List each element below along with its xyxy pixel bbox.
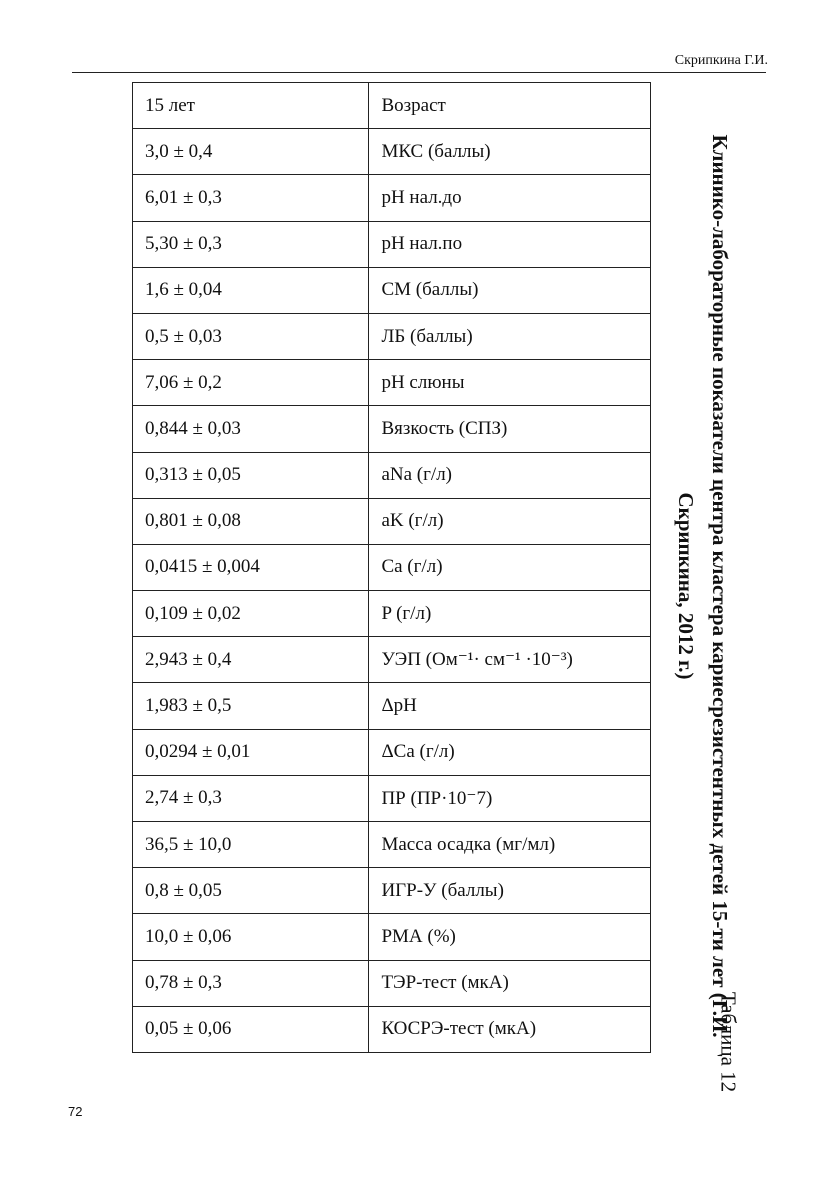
- cell-parameter: Возраст: [369, 83, 651, 129]
- cell-parameter: КОСРЭ-тест (мкА): [369, 1006, 651, 1052]
- cell-parameter: РМА (%): [369, 914, 651, 960]
- cell-value: 0,801 ± 0,08: [133, 498, 369, 544]
- table-row: [133, 406, 651, 452]
- table-row: [133, 360, 651, 406]
- table-row: [133, 775, 651, 821]
- cell-value: 0,0294 ± 0,01: [133, 729, 369, 775]
- cell-parameter: ЛБ (баллы): [369, 313, 651, 359]
- cell-parameter: pH нал.до: [369, 175, 651, 221]
- cell-parameter: aNa (г/л): [369, 452, 651, 498]
- table-row: [133, 637, 651, 683]
- table-row: [133, 868, 651, 914]
- table-row: [133, 83, 651, 129]
- table-title-line-1: Клинико-лабораторные показатели центра кластера кариесрезистентных детей 15-ти лет (Г.И.: [708, 134, 732, 1038]
- cell-value: 2,943 ± 0,4: [133, 637, 369, 683]
- header-rule: [72, 72, 766, 73]
- cell-value: 6,01 ± 0,3: [133, 175, 369, 221]
- table-label: Таблица 12: [716, 991, 741, 1093]
- table-row: [133, 267, 651, 313]
- cell-value: 3,0 ± 0,4: [133, 129, 369, 175]
- table-row: [133, 591, 651, 637]
- cell-value: 2,74 ± 0,3: [133, 775, 369, 821]
- cell-parameter: pH нал.по: [369, 221, 651, 267]
- table-row: [133, 452, 651, 498]
- running-header-author: Скрипкина Г.И.: [674, 53, 768, 68]
- cell-parameter: УЭП (Ом⁻¹· см⁻¹ ·10⁻³): [369, 637, 651, 683]
- page-number: 72: [68, 1104, 83, 1119]
- cell-parameter: ТЭР-тест (мкА): [369, 960, 651, 1006]
- table-row: [133, 498, 651, 544]
- table-row: [133, 544, 651, 590]
- table-title-line-2: Скрипкина, 2012 г.): [674, 492, 698, 680]
- cell-parameter: ΔCa (г/л): [369, 729, 651, 775]
- table-row: [133, 822, 651, 868]
- cell-parameter: P (г/л): [369, 591, 651, 637]
- cell-value: 0,8 ± 0,05: [133, 868, 369, 914]
- cell-value: 1,6 ± 0,04: [133, 267, 369, 313]
- table-title: [669, 91, 737, 1081]
- cell-value: 10,0 ± 0,06: [133, 914, 369, 960]
- cell-parameter: Вязкость (СПЗ): [369, 406, 651, 452]
- cell-value: 15 лет: [133, 83, 369, 129]
- cell-value: 0,05 ± 0,06: [133, 1006, 369, 1052]
- table-row: [133, 175, 651, 221]
- cell-parameter: Ca (г/л): [369, 544, 651, 590]
- cell-parameter: СМ (баллы): [369, 267, 651, 313]
- table-row: [133, 729, 651, 775]
- cell-value: 0,109 ± 0,02: [133, 591, 369, 637]
- cell-parameter: Масса осадка (мг/мл): [369, 822, 651, 868]
- cell-parameter: pH слюны: [369, 360, 651, 406]
- cell-value: 0,313 ± 0,05: [133, 452, 369, 498]
- table-row: [133, 683, 651, 729]
- cell-value: 1,983 ± 0,5: [133, 683, 369, 729]
- data-table-body: [133, 83, 651, 1053]
- table-row: [133, 221, 651, 267]
- table-row: [133, 960, 651, 1006]
- data-table: [132, 82, 651, 1053]
- cell-parameter: МКС (баллы): [369, 129, 651, 175]
- cell-value: 36,5 ± 10,0: [133, 822, 369, 868]
- table-row: [133, 1006, 651, 1052]
- cell-parameter: ПР (ПР·10⁻7): [369, 775, 651, 821]
- cell-value: 0,78 ± 0,3: [133, 960, 369, 1006]
- table-row: [133, 129, 651, 175]
- cell-parameter: aK (г/л): [369, 498, 651, 544]
- cell-value: 0,5 ± 0,03: [133, 313, 369, 359]
- cell-value: 0,844 ± 0,03: [133, 406, 369, 452]
- cell-value: 7,06 ± 0,2: [133, 360, 369, 406]
- cell-value: 5,30 ± 0,3: [133, 221, 369, 267]
- table-row: [133, 914, 651, 960]
- cell-value: 0,0415 ± 0,004: [133, 544, 369, 590]
- cell-parameter: ΔpH: [369, 683, 651, 729]
- cell-parameter: ИГР-У (баллы): [369, 868, 651, 914]
- table-row: [133, 313, 651, 359]
